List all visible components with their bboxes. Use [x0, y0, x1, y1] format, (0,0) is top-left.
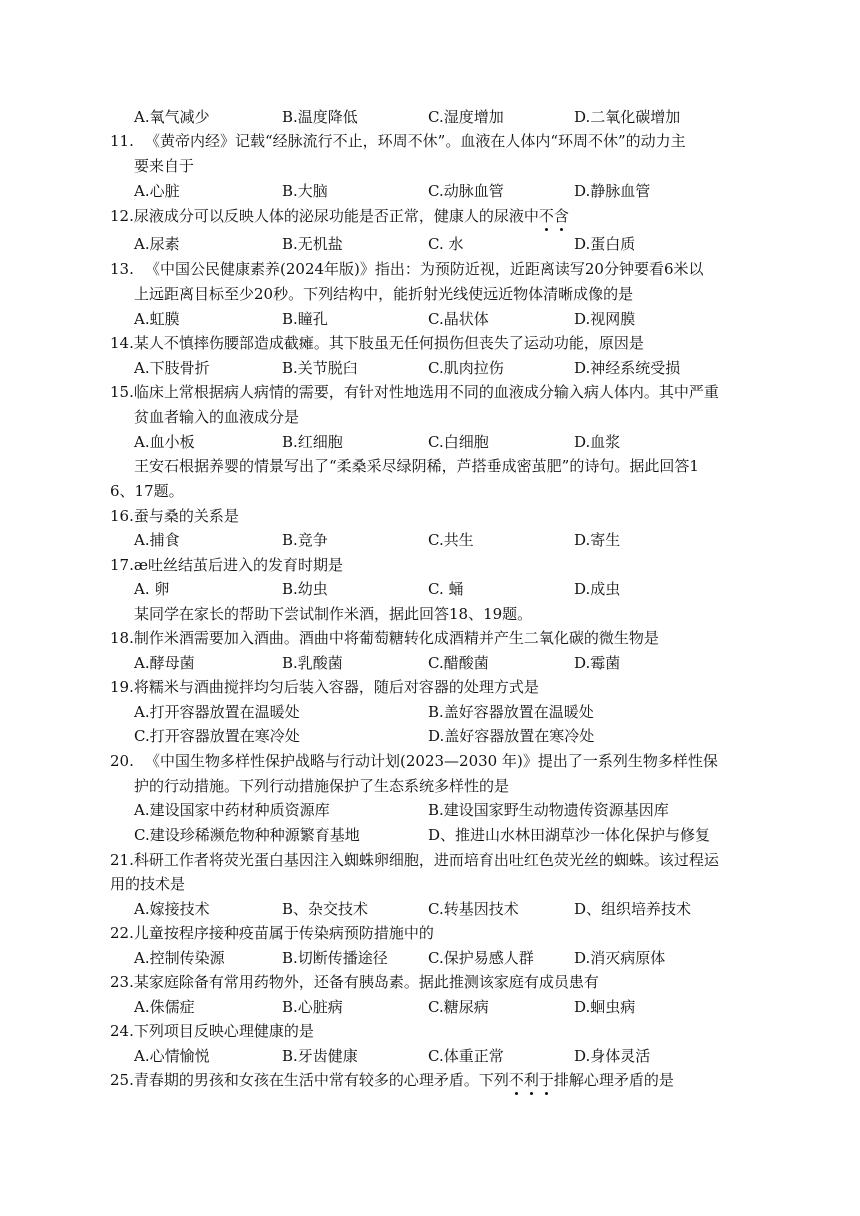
intro-18-19: 某同学在家长的帮助下尝试制作米酒，据此回答18、19题。 — [134, 605, 533, 623]
q17-stem — [110, 555, 343, 575]
q14-option-a: A.下肢骨折 — [134, 359, 210, 377]
q25-emphasis-3: 于 — [538, 1071, 554, 1089]
q23-option-c: C.糖尿病 — [428, 998, 489, 1016]
q15-text-line2: 贫血者输入的血液成分是 — [134, 408, 300, 426]
q19-stem — [110, 677, 539, 697]
q10-option-c: C.湿度增加 — [428, 108, 504, 126]
q21-option-c: C.转基因技术 — [428, 900, 519, 918]
q12-stem — [110, 206, 569, 226]
q14-option-d: D.神经系统受损 — [574, 359, 681, 377]
q16-option-a: A.捕食 — [134, 531, 180, 549]
q21-stem — [110, 850, 719, 870]
q20-number: 20. — [110, 752, 134, 770]
q18-stem — [110, 628, 659, 648]
q22-option-c: C.保护易感人群 — [428, 949, 534, 967]
q15-option-c: C.白细胞 — [428, 433, 489, 451]
q17-option-c: C. 蛹 — [428, 580, 464, 598]
q24-stem — [110, 1021, 314, 1041]
q16-number: 16. — [110, 507, 134, 525]
q14-option-c: C.肌肉拉伤 — [428, 359, 504, 377]
q12-emphasis-2: 含 — [553, 207, 569, 225]
q20-option-a: A.建设国家中药材种质资源库 — [134, 801, 330, 819]
q18-option-a: A.酵母菌 — [134, 654, 195, 672]
q11-stem — [110, 131, 686, 151]
q18-option-c: C.醋酸菌 — [428, 654, 489, 672]
q22-stem — [110, 923, 434, 943]
q19-text: 将糯米与酒曲搅拌均匀后装入容器，随后对容器的处理方式是 — [133, 678, 539, 696]
q21-number: 21. — [110, 851, 134, 869]
q14-text: 某人不慎摔伤腰部造成截瘫。其下肢虽无任何损伤但丧失了运动功能，原因是 — [133, 334, 644, 352]
q13-option-b: B.瞳孔 — [282, 310, 328, 328]
q24-option-d: D.身体灵活 — [574, 1047, 651, 1065]
q16-text: 蚕与桑的关系是 — [133, 507, 239, 525]
q15-number: 15. — [110, 383, 134, 401]
q20-option-d: D、推进山水林田湖草沙一体化保护与修复 — [428, 826, 711, 844]
q11-option-d: D.静脉血管 — [574, 182, 651, 200]
q16-stem — [110, 506, 239, 526]
q11-option-a: A.心脏 — [134, 182, 180, 200]
q12-text: 尿液成分可以反映人体的泌尿功能是否正常，健康人的尿液中 — [133, 207, 539, 225]
q13-text-line2: 上远距离目标至少20秒。下列结构中，能折射光线使远近物体清晰成像的是 — [134, 285, 634, 303]
q20-stem — [110, 751, 718, 771]
q11-text-line2: 要来自于 — [134, 157, 195, 175]
q11-option-b: B.大脑 — [282, 182, 328, 200]
q15-option-a: A.血小板 — [134, 433, 195, 451]
q11-text-line1: 《黄帝内经》记载“经脉流行不止，环周不休”。血液在人体内“环周不休”的动力主 — [145, 132, 686, 150]
q23-option-a: A.侏儒症 — [134, 998, 195, 1016]
q22-option-b: B.切断传播途径 — [282, 949, 388, 967]
q15-text-line1: 临床上常根据病人病情的需要，有针对性地选用不同的血液成分输入病人体内。其中严重 — [133, 383, 719, 401]
q19-option-c: C.打开容器放置在寒冷处 — [134, 727, 300, 745]
q24-text: 下列项目反映心理健康的是 — [133, 1022, 314, 1040]
q20-text-line1: 《中国生物多样性保护战略与行动计划(2023—2030 年)》提出了一系列生物多样性保 — [145, 752, 718, 770]
q17-text: æ吐丝结茧后进入的发育时期是 — [133, 556, 343, 574]
q25-emphasis-2: 利 — [523, 1071, 539, 1089]
q19-option-d: D.盖好容器放置在寒冷处 — [428, 727, 595, 745]
q22-option-d: D.消灭病原体 — [574, 949, 666, 967]
q19-option-b: B.盖好容器放置在温暖处 — [428, 703, 594, 721]
q12-option-d: D.蛋白质 — [574, 235, 636, 253]
q13-number: 13. — [110, 260, 134, 278]
q16-option-c: C.共生 — [428, 531, 474, 549]
q22-number: 22. — [110, 924, 134, 942]
q17-number: 17. — [110, 556, 134, 574]
q13-option-d: D.视网膜 — [574, 310, 636, 328]
q11-option-c: C.动脉血管 — [428, 182, 504, 200]
q18-number: 18. — [110, 629, 134, 647]
q13-stem — [110, 259, 704, 279]
q12-option-c: C. 水 — [428, 235, 464, 253]
q25-stem — [110, 1070, 674, 1090]
q25-text-a: 青春期的男孩和女孩在生活中常有较多的心理矛盾。下列 — [133, 1071, 509, 1089]
q24-option-b: B.牙齿健康 — [282, 1047, 358, 1065]
q13-option-c: C.晶状体 — [428, 310, 489, 328]
q15-option-d: D.血浆 — [574, 433, 621, 451]
q17-option-d: D.成虫 — [574, 580, 621, 598]
q16-option-b: B.竞争 — [282, 531, 328, 549]
q21-option-d: D、组织培养技术 — [574, 900, 692, 918]
q19-option-a: A.打开容器放置在温暖处 — [134, 703, 300, 721]
q25-emphasis-1: 不 — [508, 1071, 524, 1089]
q22-text: 儿童按程序接种疫苗属于传染病预防措施中的 — [133, 924, 434, 942]
q23-number: 23. — [110, 973, 134, 991]
q12-emphasis-1: 不 — [538, 207, 554, 225]
q15-option-b: B.红细胞 — [282, 433, 343, 451]
q17-option-a: A. 卵 — [134, 580, 170, 598]
q21-option-b: B、杂交技术 — [282, 900, 369, 918]
q12-option-b: B.无机盐 — [282, 235, 343, 253]
q16-option-d: D.寄生 — [574, 531, 621, 549]
q13-text-line1: 《中国公民健康素养(2024年版)》指出：为预防近视，近距离读写20分钟要看6米以 — [145, 260, 704, 278]
q25-number: 25. — [110, 1071, 134, 1089]
q20-option-c: C.建设珍稀濒危物种种源繁育基地 — [134, 826, 360, 844]
q18-option-d: D.霉菌 — [574, 654, 621, 672]
q18-option-b: B.乳酸菌 — [282, 654, 343, 672]
q19-number: 19. — [110, 678, 134, 696]
q11-number: 11. — [110, 132, 134, 150]
q23-text: 某家庭除备有常用药物外，还备有胰岛素。据此推测该家庭有成员患有 — [133, 973, 599, 991]
q21-option-a: A.嫁接技术 — [134, 900, 210, 918]
q12-number: 12. — [110, 207, 134, 225]
q23-option-b: B.心脏病 — [282, 998, 343, 1016]
q18-text: 制作米酒需要加入酒曲。酒曲中将葡萄糖转化成酒精并产生二氧化碳的微生物是 — [133, 629, 659, 647]
q25-text-b: 排解心理矛盾的是 — [553, 1071, 674, 1089]
q24-option-c: C.体重正常 — [428, 1047, 504, 1065]
intro-16-17-line1: 王安石根据养婴的情景写出了“柔桑采尽绿阴稀，芦搭垂成密茧肥”的诗句。据此回答1 — [134, 457, 699, 475]
q14-number: 14. — [110, 334, 134, 352]
q23-stem — [110, 972, 599, 992]
q13-option-a: A.虹膜 — [134, 310, 180, 328]
q15-stem — [110, 382, 719, 402]
q24-number: 24. — [110, 1022, 134, 1040]
q20-text-line2: 护的行动措施。下列行动措施保护了生态系统多样性的是 — [134, 777, 510, 795]
q23-option-d: D.蛔虫病 — [574, 998, 636, 1016]
q21-text-line1: 科研工作者将荧光蛋白基因注入蜘蛛卵细胞，进而培育出吐红色荧光丝的蜘蛛。该过程运 — [133, 851, 719, 869]
q14-option-b: B.关节脱臼 — [282, 359, 358, 377]
intro-16-17-line2: 6、17题。 — [110, 482, 184, 500]
q22-option-a: A.控制传染源 — [134, 949, 225, 967]
q21-text-line2: 用的技术是 — [110, 875, 186, 893]
q14-stem — [110, 333, 644, 353]
q10-option-a: A.氧气减少 — [134, 108, 210, 126]
q24-option-a: A.心情愉悦 — [134, 1047, 210, 1065]
q17-option-b: B.幼虫 — [282, 580, 328, 598]
q10-option-d: D.二氧化碳增加 — [574, 108, 681, 126]
q10-option-b: B.温度降低 — [282, 108, 358, 126]
q20-option-b: B.建设国家野生动物遗传资源基因库 — [428, 801, 669, 819]
q12-option-a: A.尿素 — [134, 235, 180, 253]
